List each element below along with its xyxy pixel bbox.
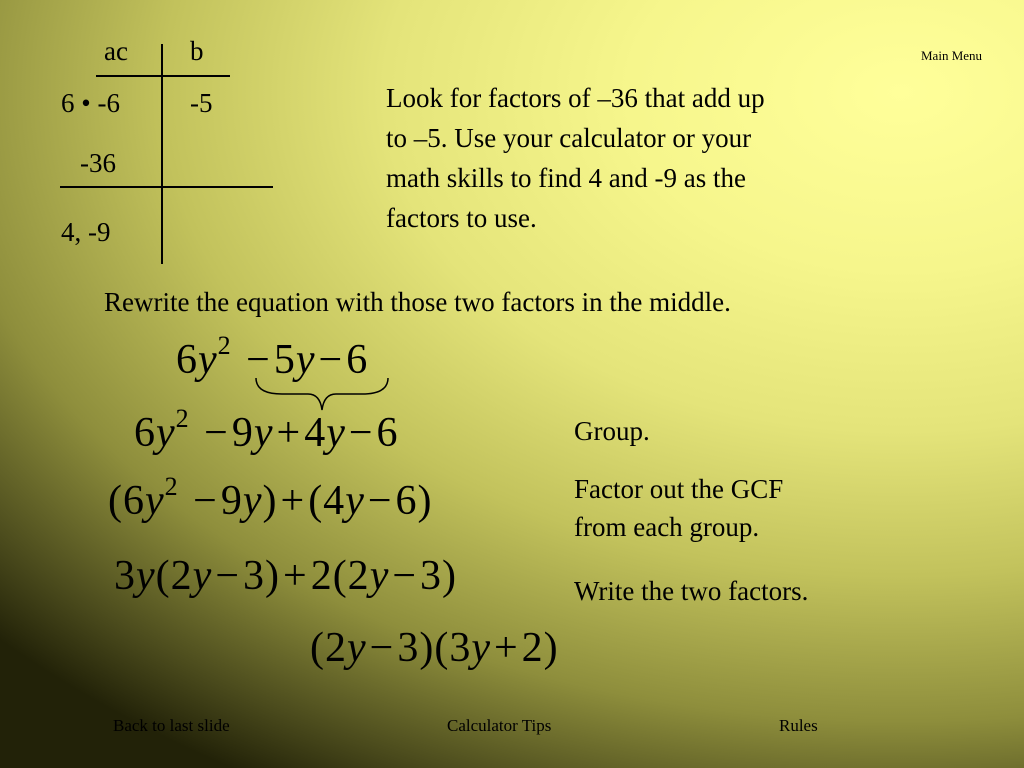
step-factor-gcf-line: Factor out the GCF (574, 474, 784, 504)
equation-split: $6y^2 -9y+4y-6$ (134, 404, 399, 456)
step-write-factors-label: Write the two factors. (574, 576, 809, 606)
rules-link[interactable]: Rules (779, 716, 818, 735)
table-divider-top (96, 75, 230, 77)
equation-factored: (2y−3)(3y+2) (310, 625, 559, 671)
step-group-label: Group. (574, 416, 650, 446)
back-to-last-slide-link[interactable]: Back to last slide (113, 716, 230, 735)
table-header-b: b (190, 36, 204, 66)
calculator-tips-link[interactable]: Calculator Tips (447, 716, 552, 735)
rewrite-instruction: Rewrite the equation with those two factors in the middle. (104, 287, 731, 317)
table-header-ac: ac (104, 36, 128, 66)
table-cell-b-value: -5 (190, 88, 213, 118)
table-divider-middle (60, 186, 273, 188)
instruction-line: math skills to find 4 and -9 as the (386, 163, 746, 193)
table-cell-factors: 4, -9 (61, 217, 111, 247)
equation-original: $6y^2 -5y-6$ (176, 331, 369, 383)
table-cell-ac-product: 6 • -6 (61, 88, 120, 118)
equation-gcf: 3y(2y−3)+2(2y−3) (114, 553, 458, 599)
step-factor-gcf-line: from each group. (574, 512, 760, 542)
table-divider-vertical (161, 44, 163, 264)
instruction-line: Look for factors of –36 that add up (386, 83, 765, 113)
instruction-line: to –5. Use your calculator or your (386, 123, 752, 153)
instruction-text (386, 78, 906, 238)
instruction-line: factors to use. (386, 203, 537, 233)
equation-grouped: $(6y^2 -9y)+(4y-6)$ (108, 472, 433, 524)
main-menu-link[interactable]: Main Menu (921, 48, 983, 63)
table-cell-ac-value: -36 (80, 148, 116, 178)
step-factor-gcf-label (574, 470, 783, 546)
